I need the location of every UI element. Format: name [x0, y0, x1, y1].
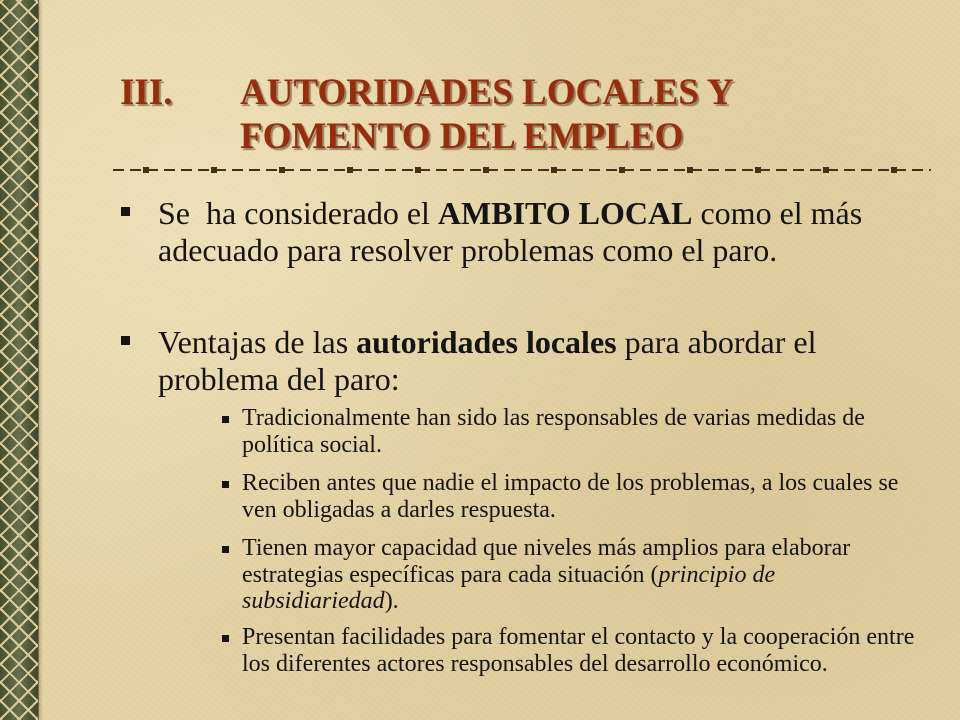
sub-bullet-text: Tienen mayor capacidad que niveles más amplios para elaborar estrategias específicas para cada situación ( — [242, 535, 851, 588]
title-divider — [113, 166, 931, 174]
bullet-text: Se ha considerado el — [158, 195, 438, 231]
square-bullet-icon — [222, 416, 229, 423]
bullet-bold-text: AMBITO LOCAL — [437, 195, 693, 231]
square-bullet-icon — [222, 481, 229, 488]
bullet-bold-text: autoridades locales — [356, 324, 617, 360]
square-bullet-icon — [121, 207, 130, 216]
slide-title: AUTORIDADES LOCALES Y FOMENTO DEL EMPLEO — [240, 72, 733, 157]
square-bullet-icon — [222, 635, 229, 642]
square-bullet-icon — [121, 336, 130, 345]
title-number: III. — [120, 72, 173, 113]
sub-bullet-text: Tradicionalmente han sido las responsables de varias medidas de política social. — [242, 405, 865, 458]
sub-bullet-presentan — [242, 624, 927, 677]
bullet-text: Ventajas de las — [158, 324, 357, 360]
bullet-ambito-local — [158, 195, 903, 269]
sub-bullet-tradicionalmente — [242, 405, 927, 458]
left-border-pattern — [0, 0, 39, 720]
sub-bullet-text: ). — [384, 588, 399, 614]
sub-bullet-reciben — [242, 470, 927, 523]
sub-bullet-text: Reciben antes que nadie el impacto de los problemas, a los cuales se ven obligadas a darles respuesta. — [242, 470, 899, 523]
bullet-text: como el más adecuado para resolver problemas como el paro. — [158, 195, 863, 268]
square-bullet-icon — [222, 546, 229, 553]
sub-bullet-capacidad — [242, 535, 927, 615]
sub-bullet-italic-text: principio de subsidiariedad — [242, 561, 776, 614]
bullet-text: para abordar el problema del paro: — [158, 324, 817, 397]
sub-bullet-text: Presentan facilidades para fomentar el contacto y la cooperación entre los diferentes actores responsables del desarrollo económico. — [242, 624, 915, 677]
bullet-ventajas — [158, 324, 903, 398]
